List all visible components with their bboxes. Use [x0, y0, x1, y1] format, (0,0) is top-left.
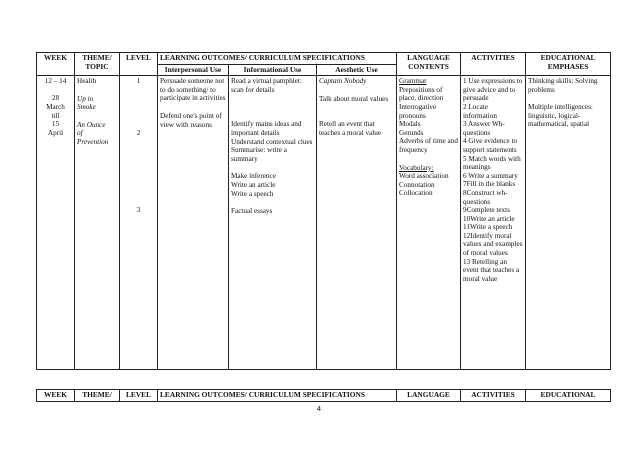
level-2: 2: [136, 128, 141, 137]
informational-1: Read a virtual pamphlet: scan for details: [231, 77, 302, 94]
informational-3: Make inference Write an article Write a speech Factual essays: [231, 172, 276, 215]
activities-list: 1 Use expressions to give advice and to persuade 2 Locate information 3 Answer Wh-questions 4 Give evidence to support statements 5 Match words with meanings 6 Write a summary 7Fill in the blanks 8Construct wh-questions 9Complete texts 10Write an article 11Write a speech 12Identify moral values and examples of moral values 13 Retelling an event that teaches a moral value: [463, 77, 523, 283]
level-3: 3: [136, 206, 141, 215]
activities-header: ACTIVITIES: [461, 390, 526, 402]
vocab-list: Word association Connotation Collocation: [399, 172, 449, 198]
interpersonal-header: Interpersonal Use: [158, 64, 229, 76]
week-header: WEEK: [37, 53, 75, 76]
activities-header: ACTIVITIES: [461, 53, 526, 76]
page-number: 4: [316, 404, 322, 413]
level-header: LEVEL: [120, 53, 158, 76]
outcomes-header: LEARNING OUTCOMES/ CURRICULUM SPECIFICATIONS: [158, 53, 397, 65]
vocab-title: Vocabulary:: [399, 163, 434, 172]
language-cell: [397, 76, 461, 370]
grammar-title: Grammar: [399, 77, 427, 86]
aesthetic-2: Retell an event that teaches a moral value: [319, 120, 382, 137]
theme-cell: [75, 76, 120, 370]
level-cell: [120, 76, 158, 370]
week-dates: 12 – 14 28 March till 15 April: [44, 77, 67, 137]
interpersonal-cell: [158, 76, 229, 370]
week-cell: [37, 76, 75, 370]
theme-header: THEME/: [75, 390, 120, 402]
header-row: [37, 53, 611, 65]
level-1: 1: [136, 77, 141, 86]
interpersonal-2: Defend one's point of view with reasons: [160, 111, 222, 129]
informational-header: Informational Use: [229, 64, 317, 76]
aesthetic-title: Captain Nobody: [319, 77, 367, 86]
emphases-cell: [526, 76, 611, 370]
emphases-text: Thinking skills: Solving problems Multiple intelligences: linguistic, logical-mathematical, spatial: [528, 77, 598, 129]
language-header: LANGUAGE: [397, 390, 461, 402]
activities-cell: [461, 76, 526, 370]
next-table-header: [36, 389, 611, 402]
curriculum-table: [36, 52, 611, 370]
aesthetic-header: Aesthetic Use: [317, 64, 397, 76]
week-header: WEEK: [37, 390, 75, 402]
language-header: LANGUAGE CONTENTS: [397, 53, 461, 76]
theme-text: Health: [77, 77, 97, 86]
header-row: [37, 390, 611, 402]
level-header: LEVEL: [120, 390, 158, 402]
interpersonal-1: Persuade someone not to do something/ to participate in activities: [160, 77, 226, 103]
topic-text: Up in Smoke An Ounce of Prevention: [77, 94, 109, 146]
grammar-list: Prepositions of place, direction Interrogative pronouns Modals Gerunds Adverbs of time and frequency: [399, 85, 458, 154]
informational-2: Identify mains ideas and important details Understand contextual clues Summarise: write a summary: [231, 120, 313, 163]
educational-header: EDUCATIONAL: [526, 390, 611, 402]
outcomes-header: LEARNING OUTCOMES/ CURRICULUM SPECIFICATIONS: [158, 390, 397, 402]
table-row: [37, 76, 611, 370]
aesthetic-1: Talk about moral values: [319, 94, 389, 103]
informational-cell: [229, 76, 317, 370]
theme-header: THEME/ TOPIC: [75, 53, 120, 76]
aesthetic-cell: [317, 76, 397, 370]
educational-header: EDUCATIONAL EMPHASES: [526, 53, 611, 76]
